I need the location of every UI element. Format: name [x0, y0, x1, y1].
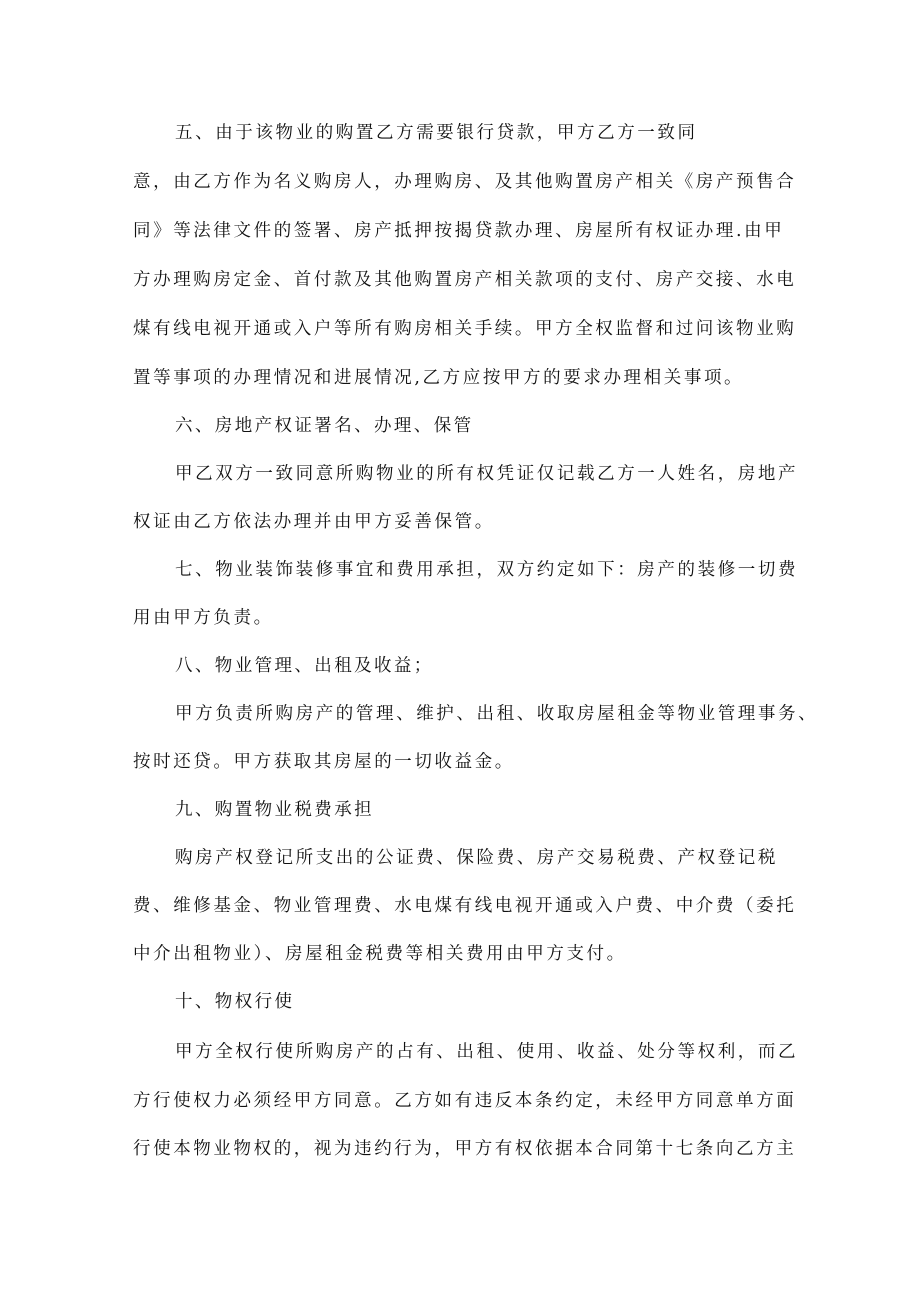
clause-7-text-line: 七、物业装饰装修事宜和费用承担，双方约定如下：房产的装修一切费: [175, 560, 799, 580]
clause-7-text-line: 用由甲方负责。: [133, 608, 274, 628]
clause-9-heading: 九、购置物业税费承担: [175, 800, 374, 820]
clause-6-text-line: 甲乙双方一致同意所购物业的所有权凭证仅记载乙方一人姓名，房地产: [175, 464, 799, 484]
clause-5-text-line: 意，由乙方作为名义购房人，办理购房、及其他购置房产相关《房产预售合: [133, 172, 797, 192]
clause-10-text-line: 行使本物业物权的，视为违约行为，甲方有权依据本合同第十七条向乙方主: [133, 1139, 797, 1159]
clause-8-text-line: 甲方负责所购房产的管理、维护、出租、收取房屋租金等物业管理事务、: [175, 704, 819, 724]
clause-8-heading: 八、物业管理、出租及收益；: [175, 656, 434, 676]
clause-5-text-line: 置等事项的办理情况和进展情况,乙方应按甲方的要求办理相关事项。: [133, 368, 745, 388]
clause-9-text-line: 中介出租物业）、房屋租金税费等相关费用由甲方支付。: [133, 944, 627, 964]
clause-5-heading: 五、由于该物业的购置乙方需要银行贷款，甲方乙方一致同: [175, 123, 698, 143]
clause-5-text-line: 煤有线电视开通或入户等所有购房相关手续。甲方全权监督和过问该物业购: [133, 319, 797, 339]
clause-9-text-line: 费、维修基金、物业管理费、水电煤有线电视开通或入户费、中介费（委托: [133, 896, 797, 916]
clause-10-heading: 十、物权行使: [175, 992, 295, 1012]
clause-6-heading: 六、房地产权证署名、办理、保管: [175, 416, 474, 436]
clause-10-text-line: 甲方全权行使所购房产的占有、出租、使用、收益、处分等权利，而乙: [175, 1042, 799, 1062]
clause-9-text-line: 购房产权登记所支出的公证费、保险费、房产交易税费、产权登记税: [175, 848, 778, 868]
clause-10-text-line: 方行使权力必须经甲方同意。乙方如有违反本条约定，未经甲方同意单方面: [133, 1091, 797, 1111]
clause-6-text-line: 权证由乙方依法办理并由甲方妥善保管。: [133, 512, 495, 532]
clause-8-text-line: 按时还贷。甲方获取其房屋的一切收益金。: [133, 752, 515, 772]
clause-5-text-line: 同》等法律文件的签署、房产抵押按揭贷款办理、房屋所有权证办理.由甲: [133, 221, 785, 241]
clause-5-text-line: 方办理购房定金、首付款及其他购置房产相关款项的支付、房产交接、水电: [133, 270, 797, 290]
